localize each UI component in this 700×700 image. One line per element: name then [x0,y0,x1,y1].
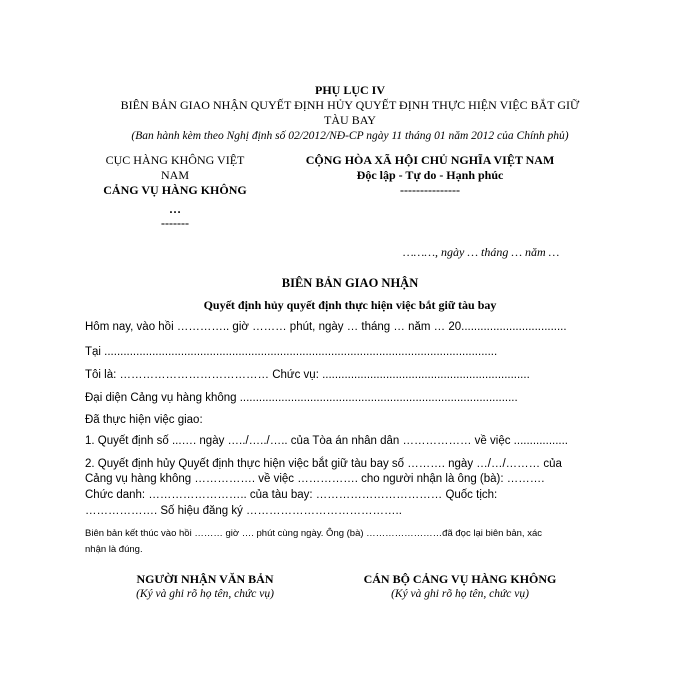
document-title-line2: TÀU BAY [324,113,376,127]
officer-signature-title: CÁN BỘ CẢNG VỤ HÀNG KHÔNG [363,572,557,586]
republic-name: CỘNG HÒA XÃ HỘI CHỦ NGHĨA VIỆT NAM [305,153,555,167]
agency-name-line1: CỤC HÀNG KHÔNG VIỆT [105,153,245,167]
body-item-2-line4: ………………. Số hiệu đăng ký ………………………………….. [85,505,402,517]
port-authority-name: CẢNG VỤ HÀNG KHÔNG [103,183,247,197]
body-today-line: Hôm nay, vào hồi ………….. giờ ……… phút, ngày … tháng … năm … 20................................. [85,321,567,333]
body-item-1: 1. Quyết định số ...…. ngày …../…../….. của Tòa án nhân dân ……………… về việc ................. [85,435,568,447]
issued-under-note: (Ban hành kèm theo Nghị định số 02/2012/NĐ-CP ngày 11 tháng 01 năm 2012 của Chính phủ) [131,130,569,142]
closing-line2: nhận là đúng. [85,544,143,555]
date-line: ………, ngày … tháng … năm … [403,245,560,259]
port-authority-ellipsis: … [169,202,181,216]
document-title-line1: BIÊN BẢN GIAO NHẬN QUYẾT ĐỊNH HỦY QUYẾT ĐỊNH THỰC HIỆN VIỆC BẮT GIỮ [120,98,580,112]
right-separator: --------------- [400,183,460,197]
body-officer-line: Tôi là: ………………………………… Chức vụ: ................................................................. [85,369,530,381]
receiver-signature-note: (Ký và ghi rõ họ tên, chức vụ) [136,588,274,600]
body-item-2-line2: Cảng vụ hàng không ……………. về việc ……………. cho người nhận là ông (bà): ………. [85,473,545,485]
body-representative-line: Đại diện Cảng vụ hàng không ....................................................................................... [85,392,518,404]
body-delivered-line: Đã thực hiện việc giao: [85,414,203,426]
record-subtitle: Quyết định hủy quyết định thực hiện việc bắt giữ tàu bay [203,298,497,312]
left-separator: ------- [161,216,189,230]
body-item-2-line1: 2. Quyết định hủy Quyết định thực hiện việc bắt giữ tàu bay số ………. ngày …/…/……… của [85,458,562,470]
receiver-signature-title: NGƯỜI NHẬN VĂN BẢN [136,572,274,586]
body-location-line: Tại ........................................................................................................................... [85,346,498,358]
agency-name-line2: NAM [160,168,189,182]
body-item-2-line3: Chức danh: …………………….. của tàu bay: …………………………… Quốc tịch: [85,489,498,501]
national-motto: Độc lập - Tự do - Hạnh phúc [356,168,504,182]
record-title: BIÊN BẢN GIAO NHẬN [281,276,419,290]
appendix-label: PHỤ LỤC IV [314,83,385,97]
officer-signature-note: (Ký và ghi rõ họ tên, chức vụ) [391,588,529,600]
closing-line1: Biên bản kết thúc vào hồi ……… giờ …. phút cùng ngày. Ông (bà) ……………………đã đọc lại biên bản, xác [85,528,542,539]
